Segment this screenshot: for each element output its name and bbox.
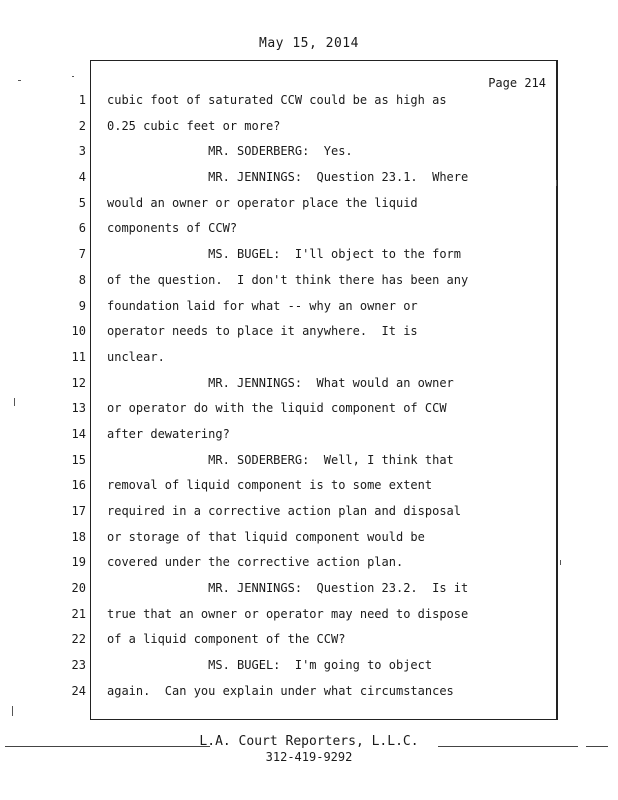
transcript-line: components of CCW? [107,221,238,236]
line-number: 6 [78,221,86,236]
transcript-line: removal of liquid component is to some extent [107,478,433,493]
transcript-line: MR. JENNINGS: Question 23.1. Where [107,170,469,185]
scan-speck [14,398,15,406]
line-number: 14 [71,426,86,441]
transcript-body [107,88,547,705]
line-number: 16 [71,478,86,493]
transcript-line: true that an owner or operator may need to dispose [107,606,469,621]
transcript-line: of the question. I don't think there has been any [107,272,469,287]
line-number: 11 [71,349,86,364]
transcript-line: of a liquid component of the CCW? [107,632,346,647]
transcript-line: cubic foot of saturated CCW could be as high as [107,93,447,107]
court-reporter-phone: 312-419-9292 [265,750,353,764]
line-number-column [58,88,86,705]
transcript-line: operator needs to place it anywhere. It is [107,324,418,339]
transcript-line: MR. SODERBERG: Well, I think that [107,452,454,467]
transcript-line: 0.25 cubic feet or more? [107,118,281,133]
line-number: 3 [78,144,86,159]
line-number: 23 [71,658,86,673]
transcript-line: required in a corrective action plan and disposal [107,504,462,518]
line-number: 21 [71,606,86,621]
line-number: 24 [71,683,86,698]
line-number: 17 [71,504,86,518]
scan-speck [556,180,557,186]
line-number: 8 [78,272,86,287]
transcript-line: MS. BUGEL: I'll object to the form [107,247,462,262]
transcript-line: covered under the corrective action plan. [107,555,404,570]
line-number: 12 [71,375,86,390]
line-number: 22 [71,632,86,647]
transcript-line: unclear. [107,349,165,364]
scan-speck [72,76,74,77]
line-number: 19 [71,555,86,570]
line-number: 1 [78,93,86,107]
line-number: 15 [71,452,86,467]
transcript-line: would an owner or operator place the liquid [107,195,418,210]
transcript-line: or operator do with the liquid component of CCW [107,401,447,416]
transcript-line: again. Can you explain under what circumstances [107,683,454,698]
line-number: 20 [71,581,86,596]
page-date: May 15, 2014 [259,36,359,51]
line-number: 9 [78,298,86,313]
transcript-line: MR. JENNINGS: What would an owner [107,375,454,390]
scan-speck [560,560,561,565]
transcript-line: MR. SODERBERG: Yes. [107,144,353,159]
transcript-line: MR. JENNINGS: Question 23.2. Is it [107,581,469,596]
transcript-line: after dewatering? [107,426,230,441]
line-number: 10 [71,324,86,339]
line-number: 2 [78,118,86,133]
scan-speck [18,80,21,81]
line-number: 7 [78,247,86,262]
transcript-line: or storage of that liquid component would be [107,529,425,544]
transcript-line: foundation laid for what -- why an owner or [107,298,418,313]
line-number: 5 [78,195,86,210]
line-number: 13 [71,401,86,416]
transcript-line: MS. BUGEL: I'm going to object [107,658,433,673]
line-number: 18 [71,529,86,544]
line-number: 4 [78,170,86,185]
court-reporter-name: L.A. Court Reporters, L.L.C. [199,734,419,749]
page-number: Page 214 [488,76,546,90]
scan-speck [12,706,13,716]
